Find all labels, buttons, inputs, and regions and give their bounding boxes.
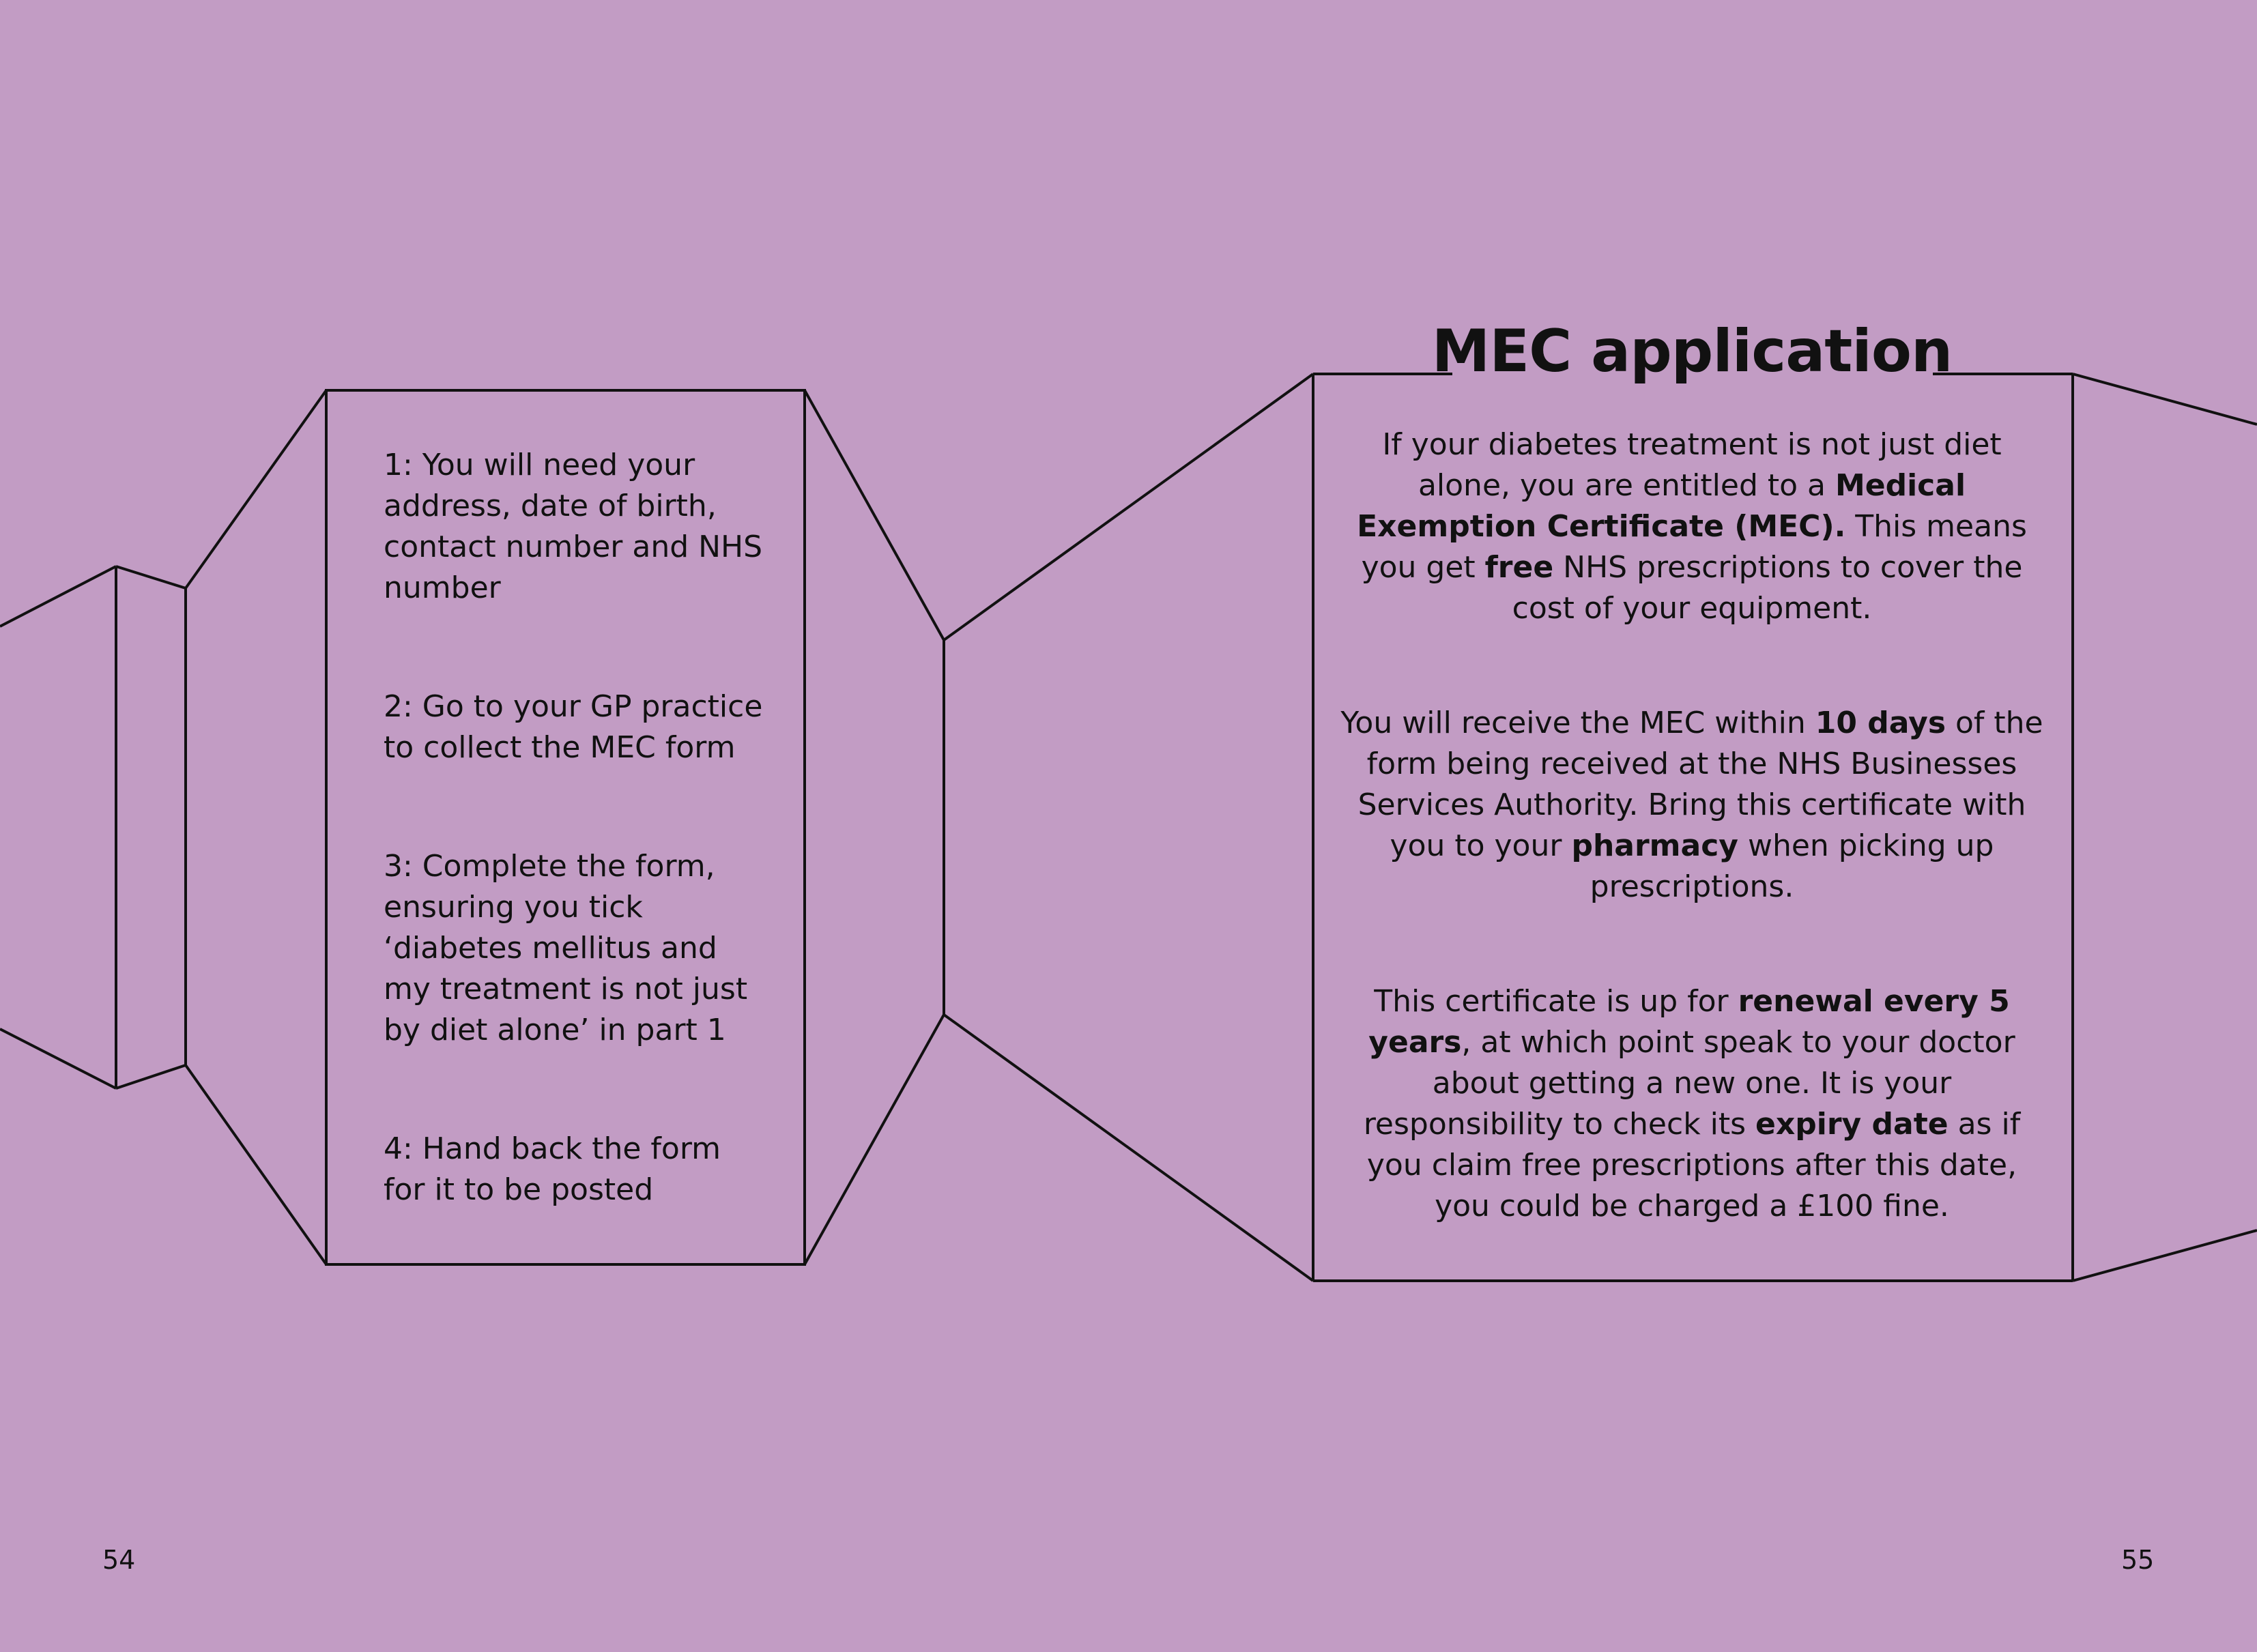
page-number-right: 55 <box>2121 1545 2155 1575</box>
bold-text: pharmacy <box>1571 828 1738 863</box>
step-3: 3: Complete the form, ensuring you tick ‘diabetes mellitus and my treatment is not just by diet alone’ in part 1 <box>384 849 748 1047</box>
paragraph-renewal <box>1336 981 2047 1227</box>
text-span: If your diabetes treatment is not just diet alone, you are entitled to a <box>1382 427 2002 503</box>
text-span: This certificate is up for <box>1374 984 1738 1019</box>
bold-text: free <box>1484 550 1554 585</box>
text-span: This means you get <box>1361 509 2027 585</box>
paragraph-entitlement <box>1336 424 2047 629</box>
text-span: NHS prescriptions to cover the cost of your equipment. <box>1512 550 2023 626</box>
bold-text: expiry date <box>1755 1107 1949 1142</box>
text-span: You will receive the MEC within <box>1340 706 1815 740</box>
text-span: of the form being received at the NHS Businesses Services Authority. Bring this certificate with you to your <box>1357 706 2043 863</box>
paragraph-receiving <box>1336 703 2047 908</box>
steps-list <box>384 445 766 1288</box>
bold-text: renewal every 5 years <box>1368 984 2010 1060</box>
text-span: , at which point speak to your doctor about getting a new one. It is your responsibility to check its <box>1363 1025 2015 1142</box>
step-2: 2: Go to your GP practice to collect the MEC form <box>384 689 763 765</box>
info-panel <box>1336 424 2047 1301</box>
step-4: 4: Hand back the form for it to be posted <box>384 1131 721 1207</box>
step-1: 1: You will need your address, date of birth, contact number and NHS number <box>384 448 763 605</box>
bold-text: 10 days <box>1815 706 1946 740</box>
text-span: as if you claim free prescriptions after this date, you could be charged a £100 fine. <box>1366 1107 2021 1223</box>
page-number-left: 54 <box>102 1545 136 1575</box>
text-span: when picking up prescriptions. <box>1590 828 1994 904</box>
bold-text: Medical Exemption Certificate (MEC). <box>1357 468 1966 544</box>
page-title: MEC application <box>1431 317 1953 386</box>
